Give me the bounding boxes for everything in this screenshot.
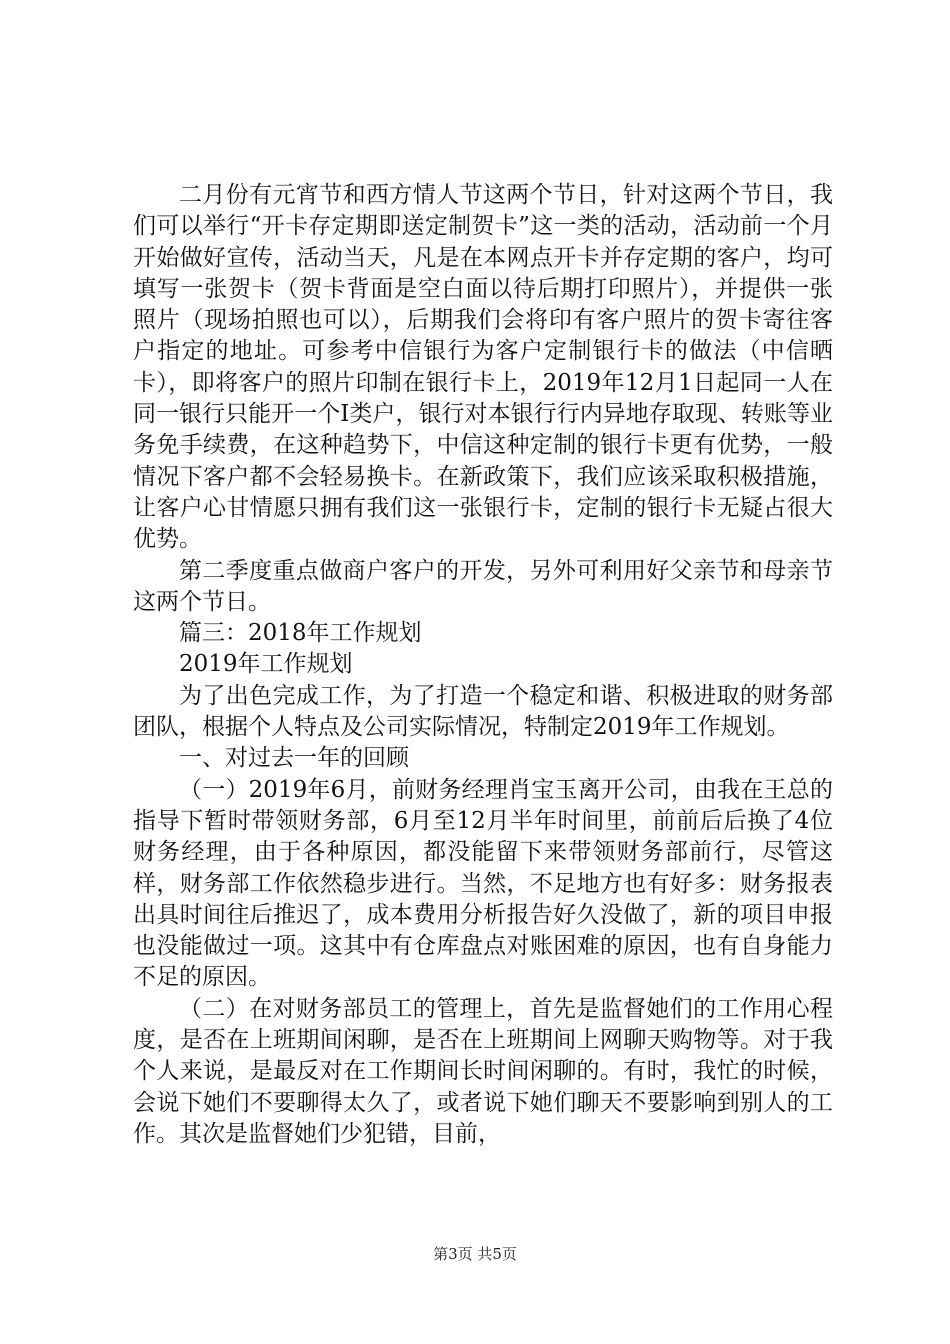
paragraph-review-one: （一）2019年6月，前财务经理肖宝玉离开公司，由我在王总的指导下暂时带领财务部，6月至12月半年时间里，前前后后换了4位财务经理，由于各种原因，都没能留下来带领财务部前行，尽管这样，财务部工作依然稳步进行。当然，不足地方也有好多：财务报表出具时间往后推迟了，成本费用分析报告好久没做了，新的项目申报也没能做过一项。这其中有仓库盘点对账困难的原因，也有自身能力不足的原因。 <box>133 776 833 991</box>
paragraph-review-two: （二）在对财务部员工的管理上，首先是监督她们的工作用心程度，是否在上班期间闲聊，是否在上班期间上网聊天购物等。对于我个人来说，是最反对在工作期间长时间闲聊的。有时，我忙的时候，会说下她们不要聊得太久了，或者说下她们聊天不要影响到别人的工作。其次是监督她们少犯错，目前， <box>133 995 833 1147</box>
sub-heading: 2019年工作规划 <box>179 651 353 678</box>
paragraph-intro: 为了出色完成工作，为了打造一个稳定和谐、积极进取的财务部团队，根据个人特点及公司实际情况，特制定2019年工作规划。 <box>133 682 833 741</box>
document-body <box>133 180 833 1150</box>
part-heading: 一、对过去一年的回顾 <box>179 745 409 772</box>
paragraph-valentine-activity: 二月份有元宵节和西方情人节这两个节日，针对这两个节日，我们可以举行“开卡存定期即送定制贺卡”这一类的活动，活动前一个月开始做好宣传，活动当天，凡是在本网点开卡并存定期的客户，均可填写一张贺卡（贺卡背面是空白面以待后期打印照片），并提供一张照片（现场拍照也可以），后期我们会将印有客户照片的贺卡寄往客户指定的地址。可参考中信银行为客户定制银行卡的做法（中信晒卡），即将客户的照片印制在银行卡上，2019年12月1日起同一人在同一银行只能开一个Ⅰ类户，银行对本银行行内异地存取现、转账等业务免手续费，在这种趋势下，中信这种定制的银行卡更有优势，一般情况下客户都不会轻易换卡。在新政策下，我们应该采取积极措施，让客户心甘情愿只拥有我们这一张银行卡，定制的银行卡无疑占很大优势。 <box>133 182 833 553</box>
paragraph-second-quarter: 第二季度重点做商户客户的开发，另外可利用好父亲节和母亲节这两个节日。 <box>133 557 833 615</box>
section-heading: 篇三：2018年工作规划 <box>179 620 422 647</box>
page-number-footer: 第3页 共5页 <box>433 1245 517 1263</box>
